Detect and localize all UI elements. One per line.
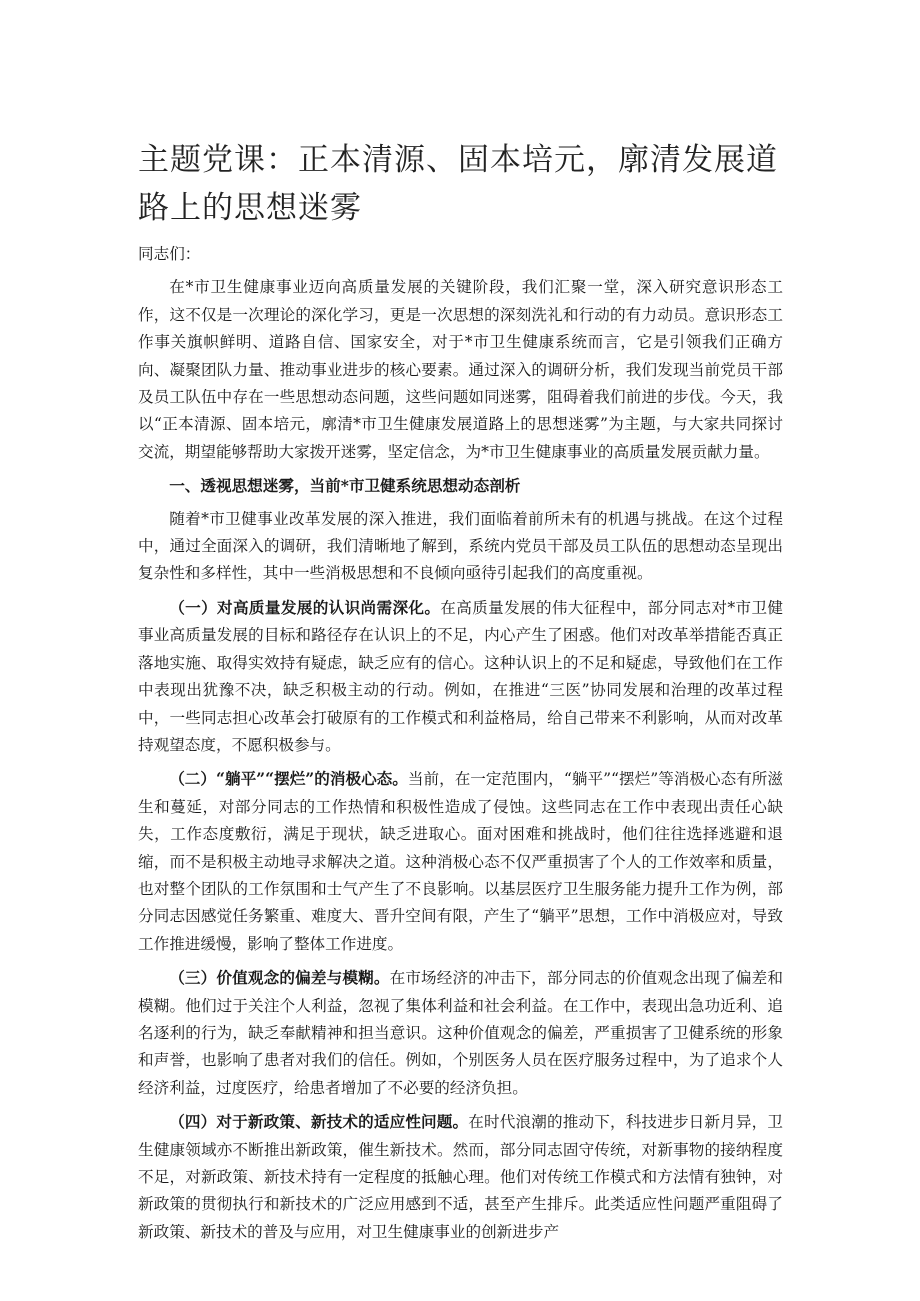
point-lead-2: （二）“躺平”“摆烂”的消极心态。 [169, 769, 408, 789]
point-text-2: 当前，在一定范围内，“躺平”“摆烂”等消极心态有所滋生和蔓延，对部分同志的工作热情和积极性造成了侵蚀。这些同志在工作中表现出责任心缺失，工作态度敷衍，满足于现状，缺乏进取心。面对困难和挑战时，他们往往选择逃避和退缩，而不是积极主动地寻求解决之道。这种消极心态不仅严重损害了个人的工作效率和质量，也对整个团队的工作氛围和士气产生了不良影响。以基层医疗卫生服务能力提升工作为例，部分同志因感觉任务繁重、难度大、晋升空间有限，产生了“躺平”思想，工作中消极应对，导致工作推进缓慢，影响了整体工作进度。 [138, 770, 783, 953]
document-title: 主题党课：正本清源、固本培元，廓清发展道路上的思想迷雾 [138, 142, 778, 226]
salutation: 同志们： [138, 245, 201, 263]
point-text-3: 在市场经济的冲击下，部分同志的价值观念出现了偏差和模糊。他们过于关注个人利益，忽视了集体利益和社会利益。在工作中，表现出急功近利、追名逐利的行为，缺乏奉献精神和担当意识。这种价值观念的偏差，严重损害了卫健系统的形象和声誉，也影响了患者对我们的信任。例如，个别医务人员在医疗服务过程中，为了追求个人经济利益，过度医疗，给患者增加了不必要的经济负担。 [138, 969, 783, 1097]
section-heading: 一、透视思想迷雾，当前*市卫健系统思想动态剖析 [169, 476, 521, 496]
point-paragraph-3 [138, 964, 783, 1102]
point-text-1: 在高质量发展的伟大征程中，部分同志对*市卫健事业高质量发展的目标和路径存在认识上的不足，内心产生了困惑。他们对改革举措能否真正落地实施、取得实效持有疑虑，缺乏应有的信心。这种认识上的不足和疑虑，导致他们在工作中表现出犹豫不决，缺乏积极主动的行动。例如，在推进“三医”协同发展和治理的改革过程中，一些同志担心改革会打破原有的工作模式和利益格局，给自己带来不利影响，从而对改革持观望态度，不愿积极参与。 [138, 598, 783, 754]
section-intro-paragraph: 随着*市卫健事业改革发展的深入推进，我们面临着前所未有的机遇与挑战。在这个过程中，通过全面深入的调研，我们清晰地了解到，系统内党员干部及员工队伍的思想动态呈现出复杂性和多样性，其中一些消极思想和不良倾向亟待引起我们的高度重视。 [138, 509, 783, 583]
document-body [138, 241, 783, 1252]
point-paragraph-4 [138, 1108, 783, 1246]
point-text-4: 在时代浪潮的推动下，科技进步日新月异，卫生健康领域亦不断推出新政策，催生新技术。然而，部分同志固守传统，对新事物的接纳程度不足，对新政策、新技术持有一定程度的抵触心理。他们对传统工作模式和方法情有独钟，对新政策的贯彻执行和新技术的广泛应用感到不适，甚至产生排斥。此类适应性问题严重阻碍了新政策、新技术的普及与应用，对卫生健康事业的创新进步产 [138, 1113, 783, 1241]
point-paragraph-2 [138, 765, 783, 958]
point-lead-1: （一）对高质量发展的认识尚需深化。 [169, 597, 441, 617]
point-paragraph-1 [138, 594, 783, 759]
intro-paragraph: 在*市卫生健康事业迈向高质量发展的关键阶段，我们汇聚一堂，深入研究意识形态工作，这不仅是一次理论的深化学习，更是一次思想的深刻洗礼和行动的有力动员。意识形态工作事关旗帜鲜明、道路自信、国家安全，对于*市卫生健康系统而言，它是引领我们正确方向、凝聚团队力量、推动事业进步的核心要素。通过深入的调研分析，我们发现当前党员干部及员工队伍中存在一些思想动态问题，这些问题如同迷雾，阻碍着我们前进的步伐。今天，我以“正本清源、固本培元，廓清*市卫生健康发展道路上的思想迷雾”为主题，与大家共同探讨交流，期望能够帮助大家拨开迷雾，坚定信念，为*市卫生健康事业的高质量发展贡献力量。 [138, 278, 783, 461]
point-lead-4: （四）对于新政策、新技术的适应性问题。 [169, 1112, 469, 1132]
point-lead-3: （三）价值观念的偏差与模糊。 [169, 968, 390, 988]
